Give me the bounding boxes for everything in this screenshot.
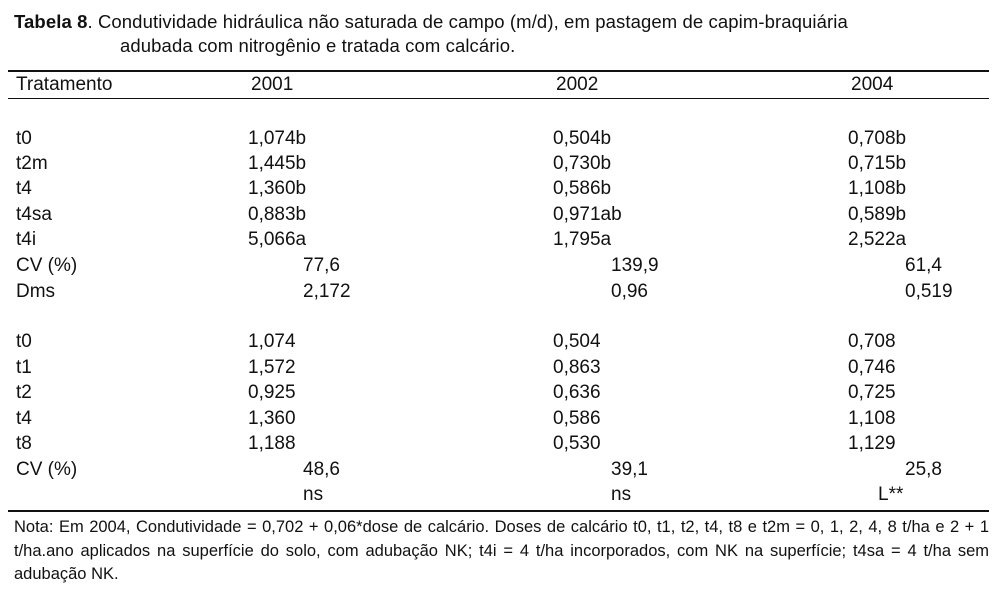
dms-2004: 0,519 (905, 281, 953, 302)
cv-2002: 39,1 (611, 459, 648, 480)
table-row-label: t0 (16, 331, 32, 352)
cv-2002: 139,9 (611, 255, 659, 276)
table-row-label: t4sa (16, 204, 52, 225)
table-cell-2004: 0,746 (848, 357, 896, 378)
table-cell-2004: 2,522a (848, 229, 907, 250)
caption-line-1: . Condutividade hidráulica não saturada de campo (m/d), em pastagem de capim-braquiária (87, 11, 848, 32)
table-cell-2001: 0,883b (248, 204, 307, 225)
table-cell-2001: 1,360 (248, 408, 296, 429)
dms-2001: 2,172 (303, 281, 351, 302)
significance-2002: ns (611, 484, 632, 505)
header-tratamento: Tratamento (16, 74, 113, 95)
table-cell-2002: 0,586b (553, 178, 612, 199)
table-row-label: t1 (16, 357, 32, 378)
table-cell-2004: 0,708b (848, 128, 907, 149)
table-row-label: t4 (16, 408, 32, 429)
table-cell-2004: 1,129 (848, 433, 896, 454)
caption-line-2: adubada com nitrogênio e tratada com calcário. (120, 35, 516, 56)
table-cell-2004: 0,715b (848, 153, 907, 174)
table-cell-2002: 0,971ab (553, 204, 622, 225)
table-cell-2002: 0,504b (553, 128, 612, 149)
table-cell-2004: 0,589b (848, 204, 907, 225)
table-row-label: t2m (16, 153, 48, 174)
table-cell-2002: 0,504 (553, 331, 601, 352)
table-row-label: t4 (16, 178, 32, 199)
table-cell-2002: 0,863 (553, 357, 601, 378)
table-cell-2001: 5,066a (248, 229, 307, 250)
table-row-label: t2 (16, 382, 32, 403)
cv-label: CV (%) (16, 459, 78, 480)
table-cell-2002: 0,586 (553, 408, 601, 429)
table-top-rule (8, 70, 989, 72)
cv-2004: 25,8 (905, 459, 942, 480)
header-2001: 2001 (251, 74, 294, 95)
table-cell-2001: 1,188 (248, 433, 296, 454)
table-cell-2004: 1,108 (848, 408, 896, 429)
table-cell-2004: 0,708 (848, 331, 896, 352)
table-row-label: t8 (16, 433, 32, 454)
table-footnote: Nota: Em 2004, Condutividade = 0,702 + 0,06*dose de calcário. Doses de calcário t0, t1, t2, t4, t8 e t2m = 0, 1, 2, 4, 8 t/ha e 2 + 1 t/ha.ano aplicados na superfície do solo, com adubação NK; t4i = 4 t/ha incorporados, com NK na superfície; t4sa = 4 t/ha sem adubação NK. (14, 518, 989, 583)
header-2002: 2002 (556, 74, 599, 95)
caption-label: Tabela 8 (14, 11, 88, 32)
table-cell-2004: 0,725 (848, 382, 896, 403)
table-bottom-rule (8, 510, 989, 512)
table-row-label: t0 (16, 128, 32, 149)
table-cell-2002: 0,636 (553, 382, 601, 403)
table-cell-2001: 1,445b (248, 153, 307, 174)
table-cell-2001: 0,925 (248, 382, 296, 403)
cv-2004: 61,4 (905, 255, 942, 276)
cv-2001: 48,6 (303, 459, 340, 480)
cv-label: CV (%) (16, 255, 78, 276)
significance-2001: ns (303, 484, 324, 505)
table-row-label: t4i (16, 229, 37, 250)
significance-2004: L** (878, 484, 904, 505)
table-caption (14, 10, 989, 58)
table-cell-2001: 1,074 (248, 331, 296, 352)
dms-label: Dms (16, 281, 56, 302)
table-cell-2002: 0,530 (553, 433, 601, 454)
table-cell-2001: 1,360b (248, 178, 307, 199)
table-cell-2001: 1,572 (248, 357, 296, 378)
dms-2002: 0,96 (611, 281, 648, 302)
table-cell-2004: 1,108b (848, 178, 907, 199)
cv-2001: 77,6 (303, 255, 340, 276)
table-cell-2001: 1,074b (248, 128, 307, 149)
table-cell-2002: 1,795a (553, 229, 612, 250)
table-header-rule (8, 98, 989, 99)
header-2004: 2004 (851, 74, 894, 95)
table-cell-2002: 0,730b (553, 153, 612, 174)
